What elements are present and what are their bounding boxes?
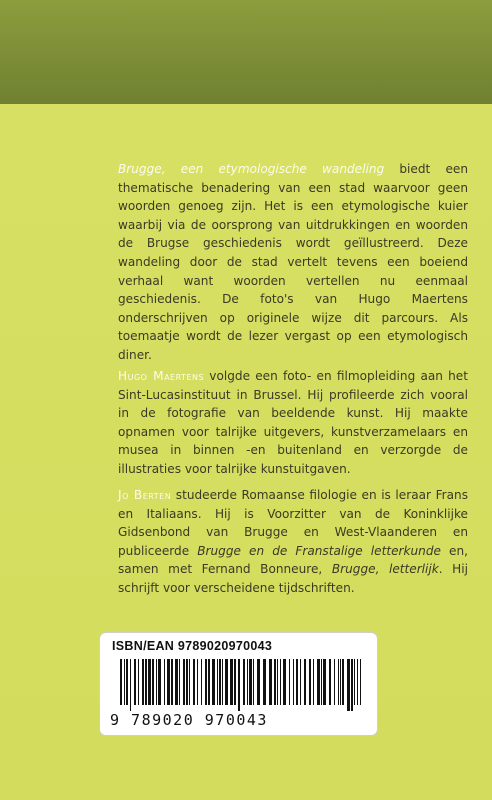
barcode-bar — [283, 659, 286, 705]
author-bio-text-3: . Hij schrijft voor verscheidene tijdschriften. — [118, 562, 468, 595]
barcode-bar — [357, 659, 358, 705]
barcode-bar — [167, 659, 170, 705]
barcode-bar — [274, 659, 276, 705]
top-color-band — [0, 0, 492, 104]
barcode-bar — [340, 659, 341, 705]
barcode-bar — [338, 659, 339, 705]
barcode-bar — [321, 659, 322, 705]
barcode-bar — [120, 659, 122, 705]
barcode-bar — [313, 659, 314, 705]
barcode-bar — [253, 659, 254, 705]
barcode-bar — [186, 659, 188, 705]
barcode-bar — [323, 659, 326, 705]
barcode-bar — [360, 659, 361, 705]
barcode-bar — [124, 659, 125, 705]
barcode-bar — [208, 659, 210, 705]
barcode-bar — [130, 659, 131, 711]
photographer-bio — [118, 367, 468, 479]
barcode-bar — [193, 659, 195, 705]
barcode-bar — [205, 659, 207, 705]
photographer-name: Hugo Maertens — [118, 369, 205, 383]
barcode-bar — [247, 659, 248, 705]
barcode-bar — [317, 659, 320, 705]
barcode-bar — [219, 659, 221, 705]
barcode-bar — [238, 659, 240, 711]
barcode-bar — [243, 659, 245, 705]
book-title: Brugge, een etymologische wandeling — [118, 162, 385, 176]
barcode-bar — [212, 659, 215, 705]
barcode-bar — [249, 659, 252, 705]
barcode-bar — [300, 659, 301, 705]
isbn-label: ISBN/EAN 9789020970043 — [112, 639, 273, 653]
barcode-bar — [222, 659, 223, 705]
barcode-bar — [304, 659, 306, 705]
barcode-bar — [148, 659, 151, 705]
barcode-bar — [329, 659, 331, 705]
barcode-bar — [197, 659, 198, 705]
barcode-bar — [289, 659, 290, 705]
book-reference-1: Brugge en de Franstalige letterkunde — [197, 543, 441, 558]
barcode-bar — [189, 659, 190, 705]
author-name: Jo Berten — [118, 488, 172, 502]
barcode-bar — [164, 659, 165, 705]
barcode-bar — [277, 659, 278, 705]
barcode-bar — [263, 659, 266, 705]
barcode-bar — [217, 659, 218, 705]
barcode-bar — [145, 659, 147, 705]
barcode-bar — [142, 659, 144, 705]
barcode-bar — [230, 659, 233, 705]
barcode-bar — [280, 659, 281, 705]
barcode-bar — [296, 659, 298, 705]
barcode-bar — [126, 659, 128, 705]
book-reference-2: Brugge, letterlijk — [331, 562, 439, 577]
barcode-bar — [138, 659, 139, 705]
barcode-bar — [183, 659, 185, 705]
author-bio-text-2: en, samen met Fernand Bonneure, — [118, 543, 468, 577]
barcode-bar — [156, 659, 157, 705]
barcode-bar — [175, 659, 178, 705]
barcode-bar — [158, 659, 161, 705]
barcode-bar — [201, 659, 202, 705]
barcode-bar — [171, 659, 173, 705]
barcode-bar — [309, 659, 311, 705]
barcode-bar — [134, 659, 136, 705]
barcode-bar — [342, 659, 344, 705]
barcode-bar — [179, 659, 180, 705]
barcode-digits: 9 789020 970043 — [110, 711, 268, 729]
barcode-bar — [234, 659, 236, 705]
barcode-bar — [334, 659, 335, 705]
photographer-bio-text: volgde een foto- en filmopleiding aan het Sint-Lucasinstituut in Brussel. Hij profileerde zich vooral in de fotografie van beeldende kunst. Hij maakte opnamen voor talrijke uitgevers, kunstverzamelaars en musea in binnen -en buitenland en verzorgde de illustraties voor talrijke kunstuitgaven. — [118, 369, 468, 476]
barcode-bar — [257, 659, 260, 705]
barcode-bar — [354, 659, 355, 705]
barcode-bar — [225, 659, 228, 705]
barcode-bar — [269, 659, 272, 705]
author-bio-text-1: studeerde Romaanse filologie en is leraar Frans en Italiaans. Hij is Voorzitter van de Koninklijke Gidsenbond van Brugge en West-Vlaanderen en publiceerde — [118, 488, 468, 558]
author-bio — [118, 486, 468, 598]
book-description-text: biedt een thematische benadering van een stad waarvoor geen woorden genoeg zijn. Het is een etymologische kuier waarbij via de oorsprong van uitdrukkingen en woorden de Brugse geschiedenis wordt geïllustreerd. Deze wandeling door de stad vertelt tevens een boeiend verhaal want woorden vertellen nu eenmaal geschiedenis. De foto's van Hugo Maertens onderschrijven op originele wijze dit parcours. Als toemaatje wordt de lezer vergast op een etymologisch diner. — [118, 162, 468, 362]
barcode-icon — [106, 659, 371, 711]
barcode-bar — [351, 659, 353, 711]
barcode-bar — [347, 659, 350, 711]
barcode-sticker — [100, 633, 377, 735]
barcode-bar — [293, 659, 294, 705]
barcode-bar — [152, 659, 154, 705]
book-description — [118, 160, 468, 365]
